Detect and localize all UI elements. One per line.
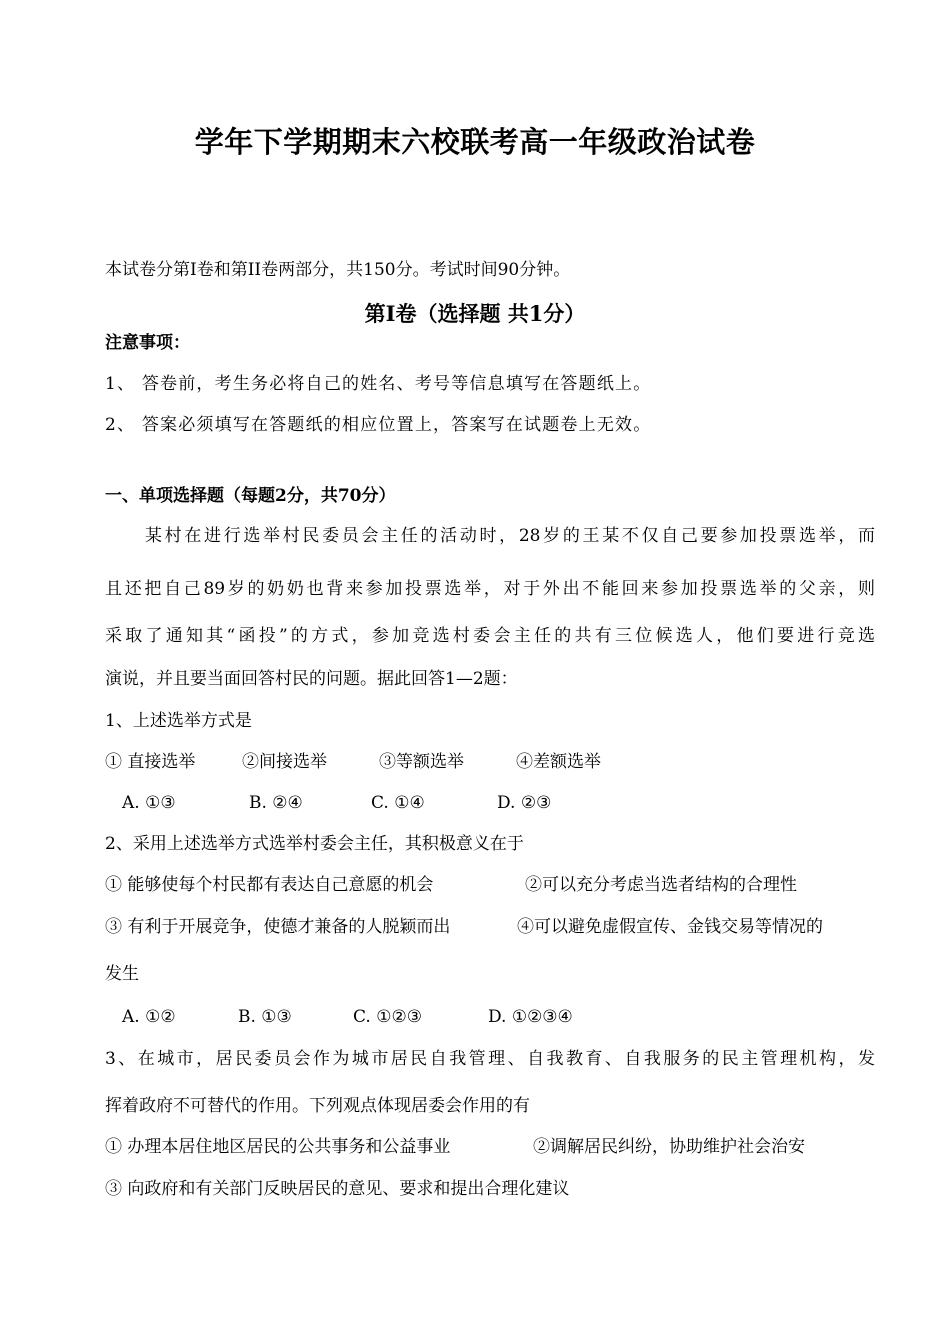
answer-choice: B. ②④ (249, 793, 303, 813)
notice-item: 2、 答案必须填写在答题纸的相应位置上，答案写在试题卷上无效。 (105, 415, 652, 435)
question-item: ③等额选举 (379, 752, 464, 772)
question-item: ②可以充分考虑当选者结构的合理性 (525, 875, 797, 895)
exam-intro: 本试卷分第I卷和第II卷两部分，共150分。考试时间90分钟。 (105, 260, 571, 280)
question-2-choices (122, 1006, 892, 1028)
question-item: ① 直接选举 (105, 752, 196, 772)
passage-line: 某村在进行选举村民委员会主任的活动时，28岁的王某不仅自己要参加投票选举，而 (145, 526, 875, 546)
question-item: ① 能够使每个村民都有表达自己意愿的机会 (105, 875, 434, 895)
question-1-stem: 1、上述选举方式是 (105, 711, 252, 731)
question-item: ④差额选举 (516, 752, 601, 772)
question-item: ④可以避免虚假宣传、金钱交易等情况的 (517, 917, 823, 937)
answer-choice: C. ①②③ (353, 1007, 422, 1027)
answer-choice: B. ①③ (238, 1007, 292, 1027)
question-3-stem: 3、在城市，居民委员会作为城市居民自我管理、自我教育、自我服务的民主管理机构，发 (105, 1049, 875, 1069)
section1-heading: 一、单项选择题（每题2分，共70分） (105, 486, 396, 506)
question-2-stem: 2、采用上述选举方式选举村委会主任，其积极意义在于 (105, 834, 524, 854)
part1-heading: 第I卷（选择题 共1分） (364, 301, 586, 326)
question-3-stem: 挥着政府不可替代的作用。下列观点体现居委会作用的有 (105, 1096, 530, 1116)
question-item: ②间接选举 (242, 752, 327, 772)
passage-line: 且还把自己89岁的奶奶也背来参加投票选举，对于外出不能回来参加投票选举的父亲，则 (105, 579, 875, 599)
question-2-item-continuation: 发生 (105, 964, 139, 984)
question-item: ③ 有利于开展竞争，使德才兼备的人脱颖而出 (105, 917, 451, 937)
answer-choice: A. ①② (122, 1007, 176, 1027)
question-item: ②调解居民纠纷，协助维护社会治安 (533, 1137, 805, 1157)
answer-choice: C. ①④ (371, 793, 425, 813)
question-3-items (105, 1136, 875, 1158)
passage-line: 演说，并且要当面回答村民的问题。据此回答1—2题： (105, 669, 518, 689)
question-item: ① 办理本居住地区居民的公共事务和公益事业 (105, 1137, 451, 1157)
question-item: ③ 向政府和有关部门反映居民的意见、要求和提出合理化建议 (105, 1179, 570, 1199)
notice-item: 1、 答卷前，考生务必将自己的姓名、考号等信息填写在答题纸上。 (105, 374, 652, 394)
answer-choice: D. ①②③④ (488, 1007, 573, 1027)
question-1-items (105, 751, 875, 773)
exam-title: 学年下学期期末六校联考高一年级政治试卷 (194, 125, 756, 159)
answer-choice: A. ①③ (122, 793, 176, 813)
notice-heading: 注意事项： (105, 333, 190, 353)
passage-line: 采取了通知其“函投”的方式，参加竞选村委会主任的共有三位候选人，他们要进行竞选 (105, 626, 875, 646)
answer-choice: D. ②③ (497, 793, 552, 813)
question-2-items (105, 916, 875, 938)
question-2-items (105, 874, 875, 896)
question-1-choices (122, 792, 892, 814)
